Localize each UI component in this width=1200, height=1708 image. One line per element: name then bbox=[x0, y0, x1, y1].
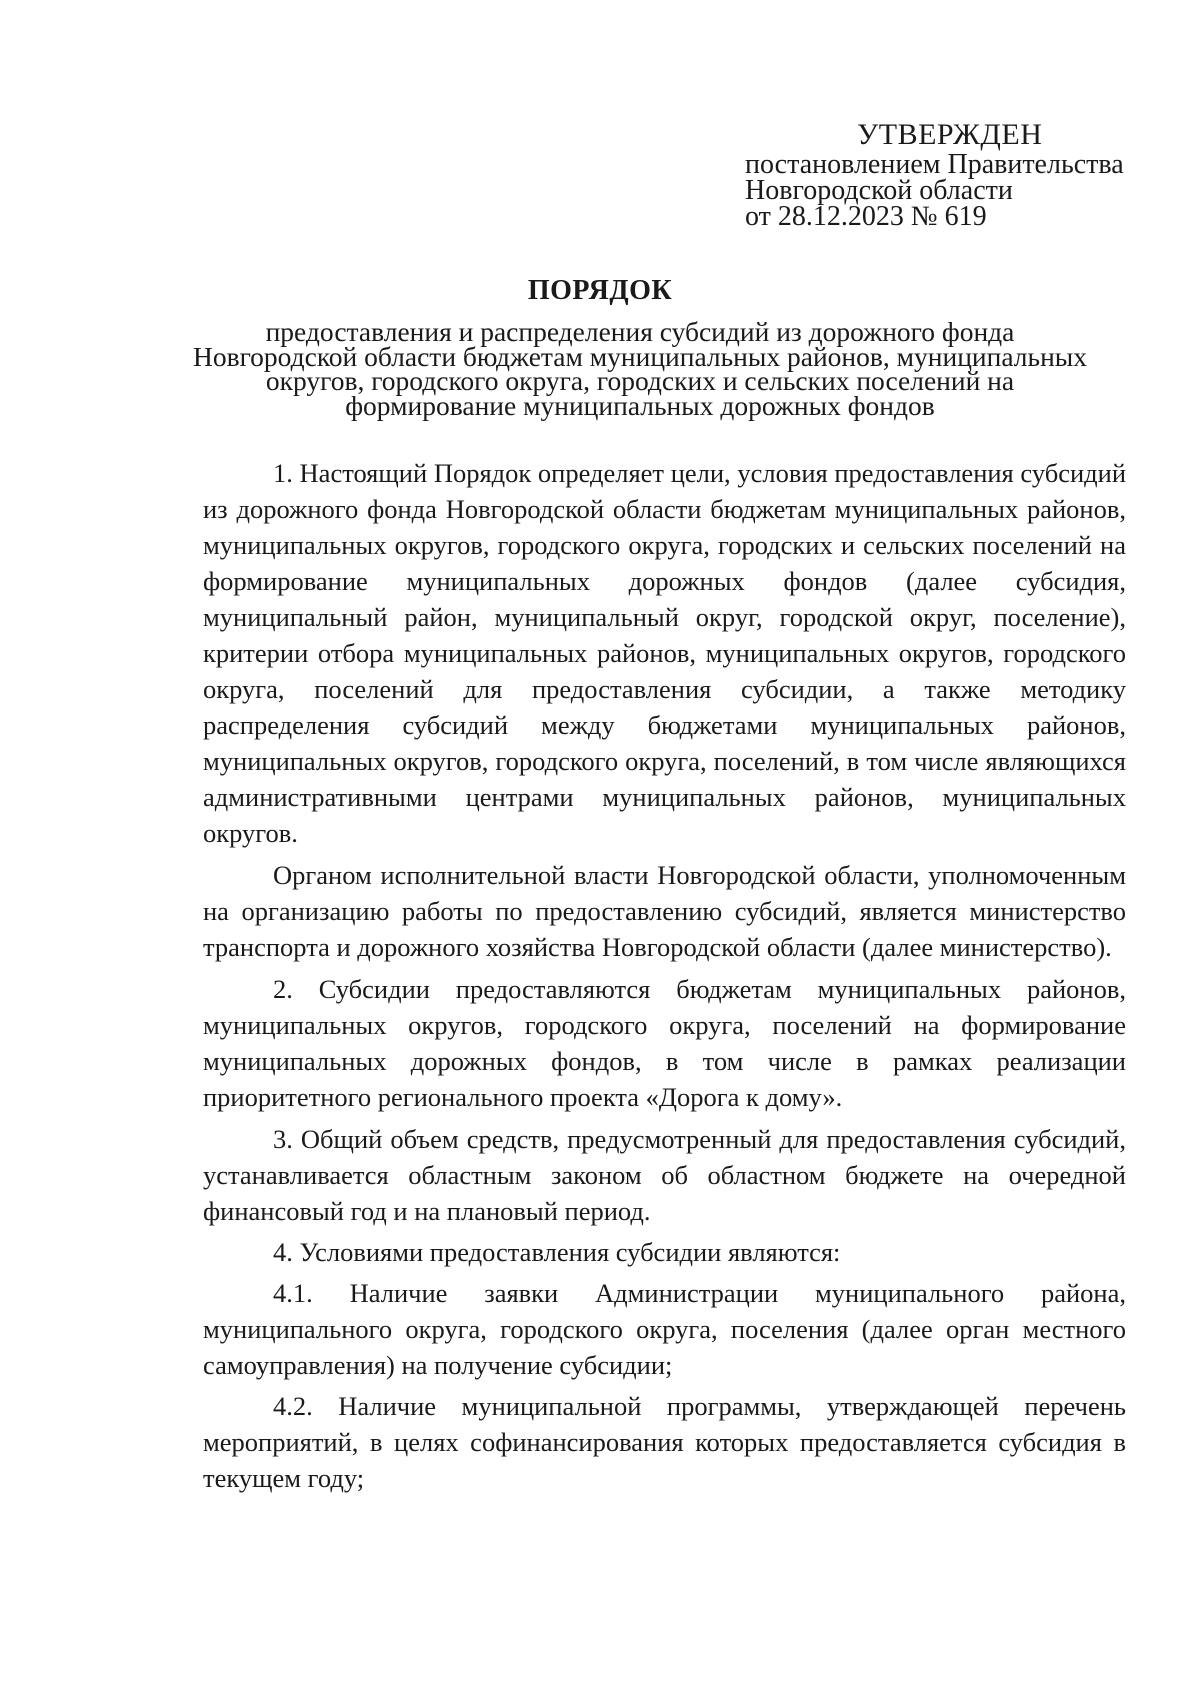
paragraph-2: 2. Субсидии предоставляются бюджетам муниципальных районов, муниципальных округов, городского округа, поселений на формирование муниципальных дорожных фондов, в том числе в рамках реализации приоритетного регионального проекта «Дорога к дому». bbox=[203, 974, 1126, 1112]
paragraph-3: 3. Общий объем средств, предусмотренный для предоставления субсидий, устанавливается областным законом об областном бюджете на очередной финансовый год и на плановый период. bbox=[203, 1124, 1126, 1226]
approval-stamp bbox=[745, 118, 1124, 230]
subtitle-line: Новгородской области бюджетам муниципальных районов, муниципальных bbox=[192, 340, 1088, 372]
subtitle-line: предоставления и распределения субсидий из дорожного фонда bbox=[265, 316, 1015, 347]
paragraph-4: 4. Условиями предоставления субсидии являются: bbox=[273, 1237, 841, 1267]
paragraph-4-1: 4.1. Наличие заявки Администрации муниципального района, муниципального округа, городского округа, поселения (далее орган местного самоуправления) на получение субсидии; bbox=[203, 1278, 1126, 1380]
approval-title: УТВЕРЖДЕН bbox=[857, 118, 1043, 151]
document-title: ПОРЯДОК bbox=[527, 275, 673, 306]
approval-line-3: от 28.12.2023 № 619 bbox=[745, 201, 987, 232]
document-body bbox=[203, 455, 1126, 1496]
paragraph-authority: Органом исполнительной власти Новгородской области, уполномоченным на организацию работы по предоставлению субсидий, является министерство транспорта и дорожного хозяйства Новгородской области (далее министерство). bbox=[203, 860, 1126, 962]
paragraph-1: 1. Настоящий Порядок определяет цели, условия предоставления субсидий из дорожного фонда Новгородской области бюджетам муниципальных районов, муниципальных округов, городского округа, городских и сельских поселений на формирование муниципальных дорожных фондов (далее субсидия, муниципальный район, муниципальный округ, городской округ, поселение), критерии отбора муниципальных районов, муниципальных округов, городского округа, поселений для предоставления субсидии, а также методику распределения субсидий между бюджетами муниципальных районов, муниципальных округов, городского округа, поселений, в том числе являющихся административными центрами муниципальных районов, муниципальных округов. bbox=[203, 458, 1126, 848]
subtitle-line: формирование муниципальных дорожных фондов bbox=[345, 389, 935, 421]
document-subtitle bbox=[180, 316, 1100, 421]
approval-line-1: постановлением Правительства bbox=[745, 149, 1124, 180]
paragraph-4-2: 4.2. Наличие муниципальной программы, утверждающей перечень мероприятий, в целях софинансирования которых предоставляется субсидия в текущем году; bbox=[203, 1391, 1126, 1493]
subtitle-line: округов, городского округа, городских и сельских поселений на bbox=[265, 365, 1015, 396]
approval-line-2: Новгородской области bbox=[745, 175, 1013, 206]
